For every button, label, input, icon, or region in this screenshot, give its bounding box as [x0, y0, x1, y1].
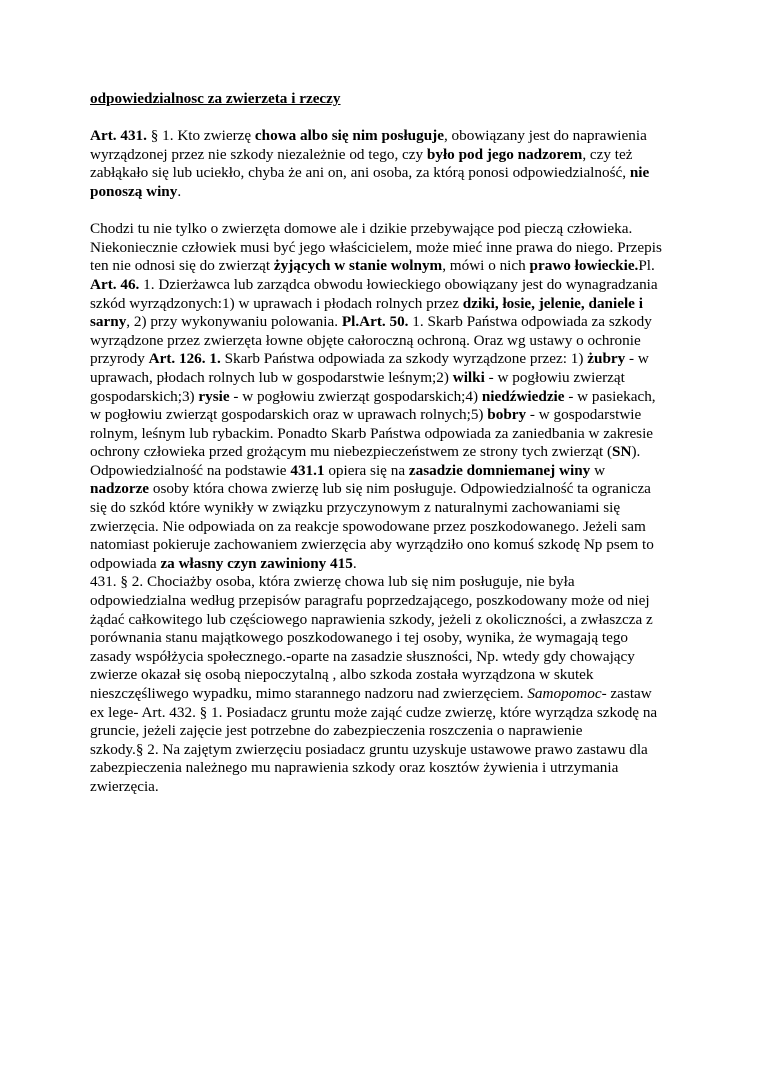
text-line [90, 592, 680, 611]
text-line [90, 183, 680, 202]
text-run: , 2) przy wykonywaniu polowania. [126, 313, 342, 331]
bold-text-run: 431.1 [290, 461, 325, 479]
text-run: Skarb Państwa odpowiada za szkody wyrządzone przez: 1) [220, 350, 588, 368]
text-line [90, 573, 680, 592]
bold-text-run: nadzorze [90, 480, 150, 498]
document-heading: odpowiedzialnosc za zwierzeta i rzeczy [90, 90, 341, 107]
text-run: 431. § 2. Chociażby osoba, która zwierzę chowa lub się nim posługuje, nie była [90, 573, 575, 591]
text-line [90, 239, 680, 258]
text-run: natomiast pokieruje zachowaniem zwierzęcia aby wyrządziło ono komuś szkodę Np psem to [90, 536, 654, 554]
text-line [90, 741, 680, 760]
text-line [90, 536, 680, 555]
text-run: w [590, 461, 606, 479]
text-run: rolnym, leśnym lub rybackim. Ponadto Skarb Państwa odpowiada za zaniedbania w zakresie [90, 424, 654, 442]
text-line [90, 480, 680, 499]
bold-text-run: niedźwiedzie [481, 387, 565, 405]
bold-text-run: sarny [90, 313, 127, 331]
text-run: opiera się na [324, 461, 409, 479]
text-run: , mówi o nich [442, 257, 530, 275]
text-run: . [352, 554, 357, 572]
text-line [90, 332, 680, 351]
text-run: - w pogłowiu zwierząt gospodarskich;4) [229, 387, 482, 405]
paragraphs-container [90, 127, 680, 796]
text-line [90, 778, 680, 797]
text-line [90, 146, 680, 165]
text-run: . [177, 182, 182, 200]
bold-text-run: wilki [452, 368, 485, 386]
text-run: - w [625, 350, 649, 368]
text-line [90, 462, 680, 481]
text-run: - w pasiekach, [564, 387, 656, 405]
text-run: w pogłowiu zwierząt gospodarskich oraz w uprawach rolnych;5) [90, 406, 488, 424]
text-run: zwierzęcia. Nie odpowiada on za reakcje spowodowane przez poszkodowanego. Jeżeli sam [90, 517, 646, 535]
text-run: szkód wyrządzonych:1) w uprawach i płodach rolnych przez [90, 294, 463, 312]
text-line [90, 425, 680, 444]
text-line [90, 350, 680, 369]
text-run: gospodarskich;3) [90, 387, 199, 405]
text-run: zasady współżycia społecznego.-oparte na zasadzie słuszności, Np. wtedy gdy chowający [90, 647, 635, 665]
text-line [90, 611, 680, 630]
text-run: - w pogłowiu zwierząt [484, 368, 625, 386]
bold-text-run: prawo łowieckie. [529, 257, 639, 275]
text-line [90, 406, 680, 425]
text-line [90, 164, 680, 183]
text-run: 1. Dzierżawca lub zarządca obwodu łowieckiego obowiązany jest do wynagradzania [139, 275, 658, 293]
text-run: Pl. [638, 257, 655, 275]
text-run: odpowiada [90, 554, 161, 572]
bold-text-run: SN [612, 443, 632, 461]
text-line [90, 648, 680, 667]
text-line [90, 257, 680, 276]
bold-text-run: Art. 126. 1. [148, 350, 221, 368]
bold-text-run: za własny czyn zawiniony 415 [160, 554, 353, 572]
text-run: uprawach, płodach rolnych lub w gospodarstwie leśnym;2) [90, 368, 453, 386]
italic-text-run: Samopomoc [527, 685, 602, 702]
text-run: Odpowiedzialność na podstawie [90, 461, 291, 479]
bold-text-run: chowa albo się nim posługuje [254, 127, 444, 145]
text-run: - w gospodarstwie [526, 406, 642, 424]
text-run: się do szkód które wynikły w związku przyczynowym z naturalnymi zachowaniami się [90, 499, 621, 517]
text-run: przyrody [90, 350, 149, 368]
text-line [90, 704, 680, 723]
text-run: nieszczęśliwego wypadku, mimo starannego nadzoru nad zwierzęciem. [90, 685, 528, 702]
text-line [90, 499, 680, 518]
paragraph [90, 127, 680, 201]
bold-text-run: nie [629, 164, 650, 182]
text-line [90, 295, 680, 314]
bold-text-run: było pod jego nadzorem [426, 145, 583, 163]
text-run: Chodzi tu nie tylko o zwierzęta domowe ale i dzikie przebywające pod pieczą człowieka. [90, 220, 633, 238]
text-line [90, 518, 680, 537]
text-line [90, 722, 680, 741]
text-line [90, 759, 680, 778]
text-line [90, 629, 680, 648]
text-run: wyrządzonej przez nie szkody niezależnie od tego, czy [90, 145, 427, 163]
text-run: zwierze okazał się osobą niepoczytalną , albo szkoda została wyrządzona w skutek [90, 666, 594, 684]
text-run: zwierzęcia. [90, 777, 159, 795]
text-run: wyrządzone przez zwierzęta łowne objęte całoroczną ochroną. Oraz wg ustawy o ochronie [90, 331, 641, 349]
text-run: porównania stanu majątkowego poszkodowanego i tej osoby, wynika, że wymagają tego [90, 629, 629, 647]
text-line [90, 555, 680, 574]
text-run: ex lege- Art. 432. § 1. Posiadacz gruntu może zająć cudze zwierzę, które wyrządza szkodę na [90, 703, 658, 721]
text-run: ten nie odnosi się do zwierząt [90, 257, 274, 275]
bold-text-run: ponoszą winy [90, 182, 178, 200]
bold-text-run: żyjących w stanie wolnym [273, 257, 443, 275]
text-run: - zastaw [601, 685, 652, 702]
text-line [90, 685, 680, 704]
text-line [90, 443, 680, 462]
text-line [90, 369, 680, 388]
text-line [90, 220, 680, 239]
text-line [90, 388, 680, 407]
bold-text-run: zasadzie domniemanej winy [408, 461, 591, 479]
text-run: szkody.§ 2. Na zajętym zwierzęciu posiadacz gruntu uzyskuje ustawowe prawo zastawu dla [90, 740, 648, 758]
text-run: żądać całkowitego lub częściowego naprawienia szkody, jeżeli z okoliczności, a zwłaszcza z [90, 610, 653, 628]
text-line [90, 127, 680, 146]
text-run: zabezpieczenia należnego mu naprawienia szkody oraz kosztów żywienia i utrzymania [90, 759, 619, 777]
bold-text-run: Pl.Art. 50. [341, 313, 409, 331]
bold-text-run: żubry [587, 350, 626, 368]
bold-text-run: Art. 46. [90, 275, 140, 293]
bold-text-run: bobry [487, 406, 527, 424]
text-run: ochrony człowieka przed grożącym mu niebezpieczeństwem ze strony tych zwierząt ( [90, 443, 613, 461]
bold-text-run: rysie [198, 387, 230, 405]
bold-text-run: dziki, łosie, jelenie, daniele i [462, 294, 643, 312]
text-run: , czy też [582, 145, 633, 163]
text-line [90, 666, 680, 685]
text-run: Niekoniecznie człowiek musi być jego właścicielem, może mieć inne prawa do niego. Przepis [90, 238, 662, 256]
text-line [90, 313, 680, 332]
bold-text-run: Art. 431. [90, 127, 147, 145]
text-run: § 1. Kto zwierzę [146, 127, 255, 145]
text-line [90, 276, 680, 295]
text-run: zabłąkało się lub uciekło, chyba że ani on, ani osoba, za którą ponosi odpowiedzialność, [90, 164, 630, 182]
text-run: osoby która chowa zwierzę lub się nim posługuje. Odpowiedzialność ta ogranicza [149, 480, 651, 498]
paragraph [90, 220, 680, 796]
text-run: gruncie, jeżeli zajęcie jest potrzebne do zabezpieczenia roszczenia o naprawienie [90, 722, 583, 740]
text-run: ). [631, 443, 641, 461]
text-run: odpowiedzialna według przepisów paragrafu poprzedzającego, poszkodowany może od niej [90, 592, 650, 610]
text-run: , obowiązany jest do naprawienia [443, 127, 647, 145]
text-run: 1. Skarb Państwa odpowiada za szkody [408, 313, 652, 331]
document-body [90, 90, 680, 815]
